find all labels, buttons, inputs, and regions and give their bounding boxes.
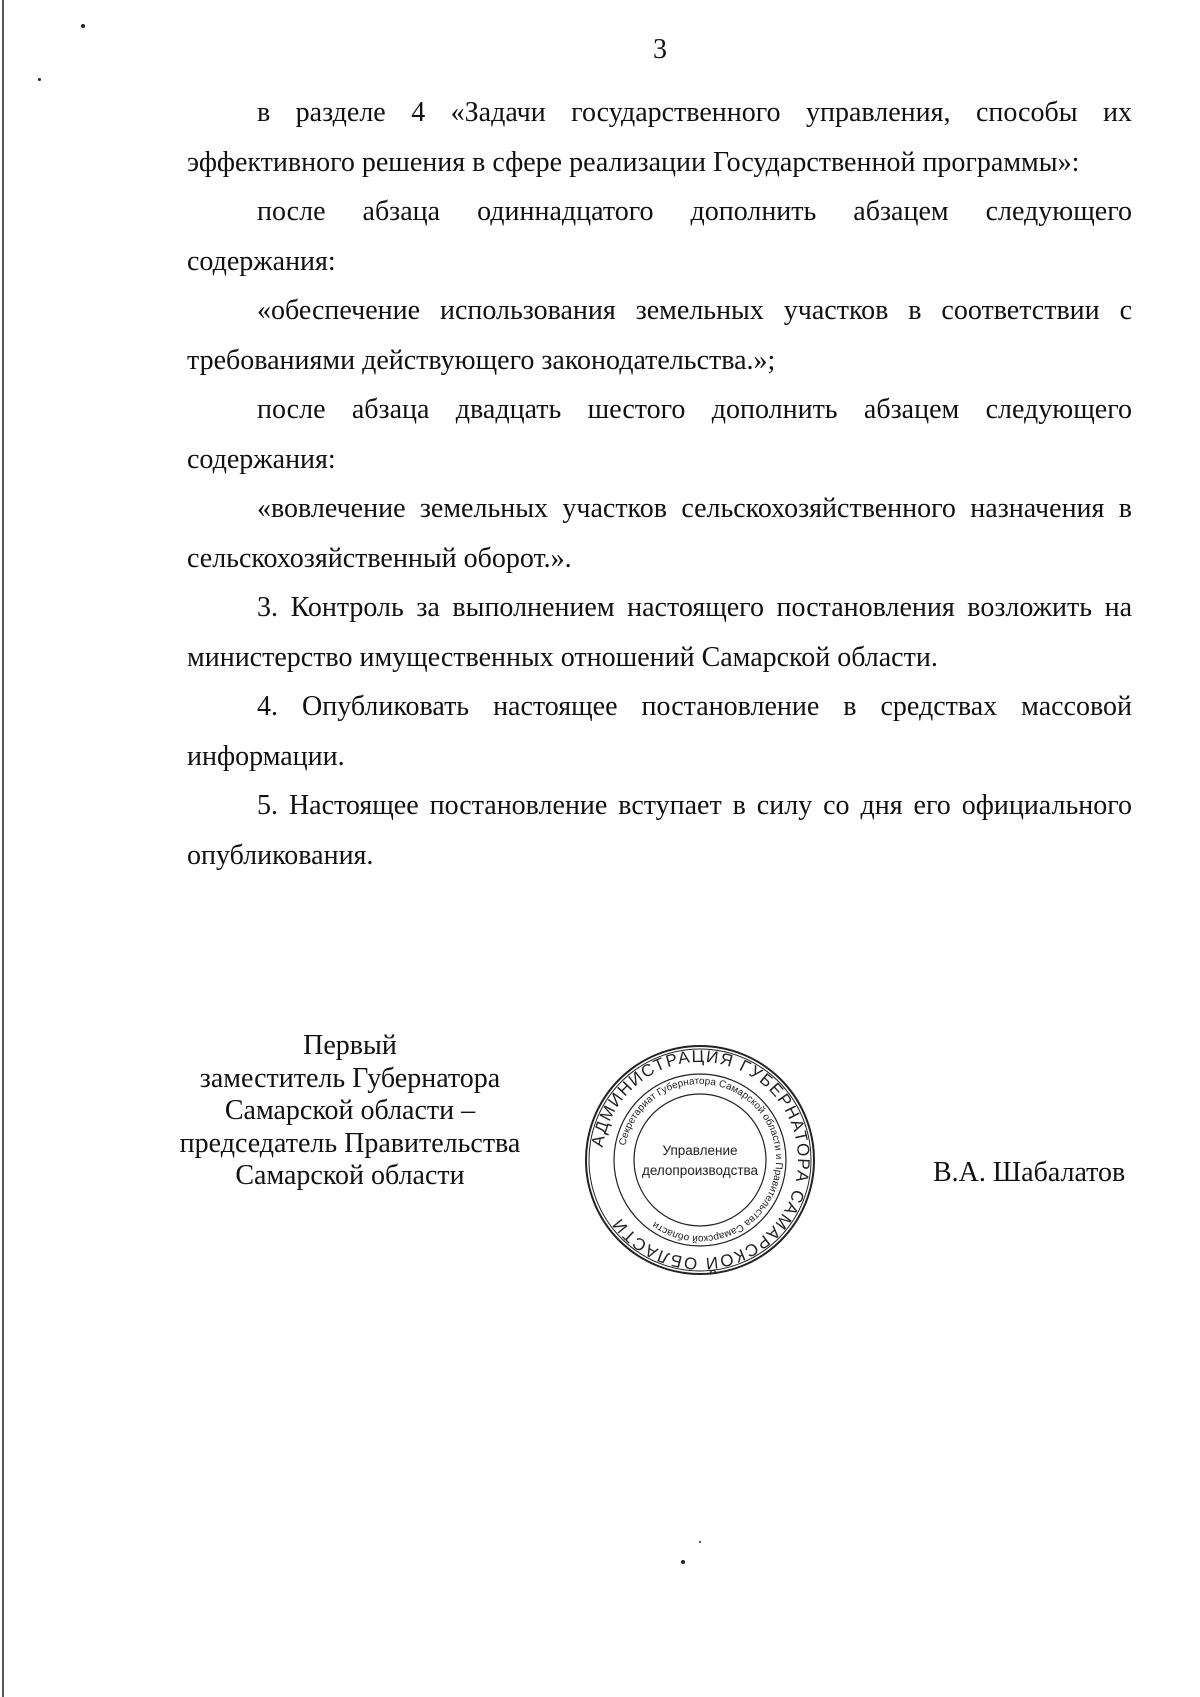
page-number: 3 (653, 34, 667, 65)
seal-middle-ring (614, 1074, 786, 1246)
seal-center-line-2: делопроизводства (641, 1163, 759, 1178)
paragraph-land-use-quote: «обеспечение использования земельных участков в соответствии с требованиями действующего законодательства.»; (187, 295, 1132, 376)
document-body (187, 88, 1132, 880)
signatory-title-line: заместитель Губернатора (199, 1062, 501, 1094)
seal-inner-text: Секретариат Губернатора Самарской области и Правительства Самарской области (617, 1075, 785, 1245)
paragraph-after-twenty-sixth: после абзаца двадцать шестого дополнить абзацем следующего содержания: (187, 394, 1132, 475)
paragraph-section-4-intro: в разделе 4 «Задачи государственного управления, способы их эффективного решения в сфере реализации Государственной программы»: (187, 97, 1132, 178)
seal-center-line-1: Управление (662, 1143, 738, 1158)
paragraph-item-5-effective: 5. Настоящее постановление вступает в силу со дня его официального опубликования. (187, 790, 1132, 871)
paragraph-item-3-control: 3. Контроль за выполнением настоящего постановления возложить на министерство имущественных отношений Самарской области. (187, 592, 1132, 673)
signatory-title-line: Самарской области (235, 1160, 465, 1191)
scan-speck (681, 1560, 685, 1564)
scan-speck (38, 78, 41, 81)
official-seal (580, 1040, 820, 1280)
paragraph-after-eleventh: после абзаца одиннадцатого дополнить абзацем следующего содержания: (187, 196, 1132, 277)
scan-speck (699, 1541, 701, 1543)
signatory-title-line: Самарской области – (224, 1095, 476, 1126)
seal-outer-text: АДМИНИСТРАЦИЯ ГУБЕРНАТОРА САМАРСКОЙ ОБЛАСТИ (587, 1046, 814, 1274)
seal-inner-ring (634, 1094, 766, 1226)
paragraph-item-4-publish: 4. Опубликовать настоящее постановление в средствах массовой информации. (187, 691, 1132, 772)
signatory-title-line: председатель Правительства (179, 1127, 521, 1159)
signatory-title (160, 1030, 540, 1193)
page-left-edge (2, 0, 4, 1697)
signatory-title-line: Первый (303, 1030, 397, 1061)
scan-speck (81, 24, 85, 28)
paragraph-agricultural-quote: «вовлечение земельных участков сельскохозяйственного назначения в сельскохозяйственный оборот.». (187, 493, 1132, 574)
signer-name: В.А. Шабалатов (933, 1157, 1126, 1188)
